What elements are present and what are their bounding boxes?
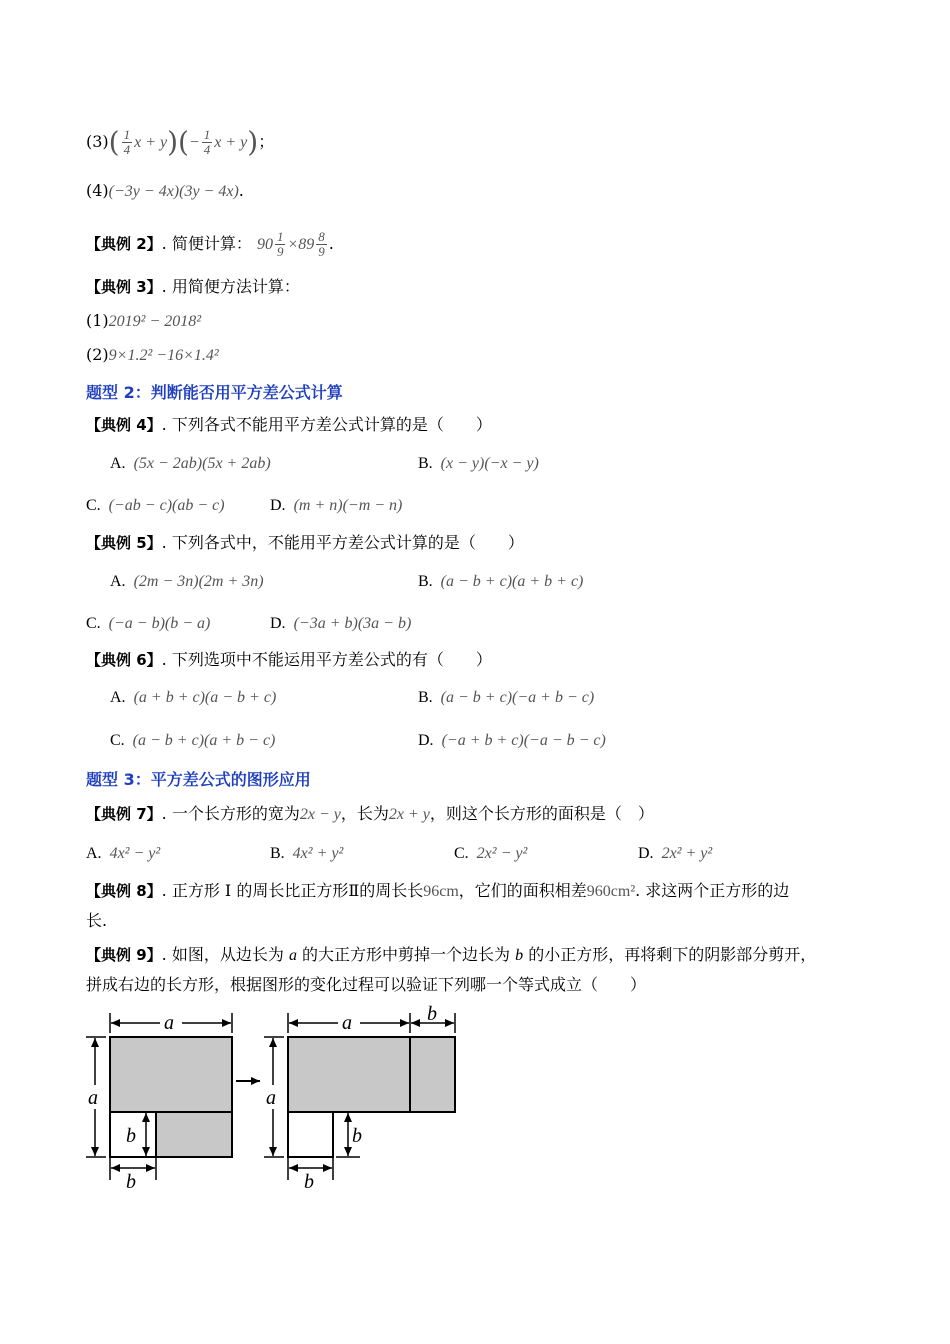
- option-expression: (a − b + c)(−a + b − c): [440, 689, 595, 706]
- fraction: [316, 230, 327, 259]
- option-d: [638, 842, 712, 865]
- example-label: 【典例 3】: [86, 278, 162, 296]
- item-label: (2): [86, 345, 109, 364]
- example-8: [86, 880, 789, 903]
- option-letter: C.: [454, 845, 469, 862]
- example-label: 【典例 8】: [86, 882, 162, 900]
- perimeter-difference: 96cm: [423, 883, 459, 900]
- label-b: b: [352, 1125, 362, 1147]
- option-a: [110, 686, 276, 709]
- option-expression: (x − y)(−x − y): [440, 455, 539, 472]
- example-label: 【典例 7】: [86, 805, 162, 823]
- option-letter: B.: [418, 455, 433, 472]
- label-a: a: [164, 1012, 174, 1034]
- example-text: 的小正方形，再将剩下的阴影部分剪开，: [523, 945, 817, 964]
- option-expression: (a − b + c)(a + b − c): [132, 732, 276, 749]
- variable-a: a: [288, 947, 297, 964]
- example-label: 【典例 6】: [86, 651, 162, 669]
- option-letter: A.: [110, 573, 126, 590]
- expression: x + y: [134, 134, 168, 151]
- fraction-denominator: 9: [276, 244, 284, 259]
- example-text: . 求这两个正方形的边: [635, 881, 790, 900]
- paren: (: [108, 125, 120, 159]
- problem-4: [86, 180, 244, 203]
- option-expression: 4x² − y²: [109, 845, 161, 862]
- expression: 2019² − 2018²: [108, 313, 202, 330]
- area-difference: 960cm²: [586, 883, 636, 900]
- option-expression: (2m − 3n)(2m + 3n): [133, 573, 264, 590]
- option-letter: C.: [110, 732, 125, 749]
- fraction-denominator: 9: [318, 244, 325, 259]
- example-text: . 下列各式中，不能用平方差公式计算的是（ ）: [161, 533, 524, 552]
- fraction-numerator: 8: [318, 229, 325, 244]
- rectangle-part-b: [410, 1037, 455, 1112]
- option-letter: D.: [270, 615, 286, 632]
- example-3-item-1: [86, 310, 201, 333]
- example-text: 长.: [86, 911, 108, 930]
- example-9-continued: [86, 974, 646, 996]
- example-text: 的大正方形中剪掉一个边长为: [296, 945, 516, 964]
- option-b: [418, 452, 539, 475]
- option-b: [418, 570, 583, 593]
- example-6: [86, 649, 492, 671]
- option-letter: D.: [270, 497, 286, 514]
- mixed-number-whole: 90: [256, 236, 273, 253]
- rectangle-part-a: [288, 1037, 410, 1112]
- example-8-continued: [86, 910, 107, 932]
- option-letter: D.: [638, 845, 654, 862]
- example-text: . 用简便方法计算：: [161, 277, 300, 296]
- option-c: [86, 494, 225, 517]
- fraction: [122, 128, 133, 157]
- example-5: [86, 532, 524, 554]
- example-2: [86, 230, 334, 259]
- section-heading-2: 题型 2：判断能否用平方差公式计算: [86, 383, 343, 402]
- paren: (: [178, 125, 189, 159]
- fraction-numerator: 1: [123, 127, 131, 142]
- example-label: 【典例 5】: [86, 534, 162, 552]
- example-label: 【典例 9】: [86, 946, 162, 964]
- example-label: 【典例 2】: [86, 235, 162, 253]
- example-3-item-2: [86, 344, 219, 367]
- punctuation: ；: [258, 132, 275, 151]
- option-expression: (−a + b + c)(−a − b − c): [441, 732, 606, 749]
- example-text: . 下列选项中不能运用平方差公式的有（ ）: [161, 650, 492, 669]
- option-letter: B.: [418, 573, 433, 590]
- variable-b: b: [515, 947, 524, 964]
- example-label: 【典例 4】: [86, 416, 162, 434]
- option-letter: C.: [86, 497, 101, 514]
- paren: ): [167, 125, 179, 159]
- width-expression: 2x − y: [299, 806, 341, 823]
- expression: x + y: [214, 134, 248, 151]
- option-expression: 4x² + y²: [292, 845, 344, 862]
- option-expression: 2x² − y²: [476, 845, 528, 862]
- problem-3: [86, 125, 275, 159]
- expression: 9×1.2² −16×1.4²: [108, 347, 219, 364]
- option-expression: (5x − 2ab)(5x + 2ab): [133, 455, 271, 472]
- fraction-denominator: 4: [203, 142, 211, 157]
- option-expression: (a − b + c)(a + b + c): [440, 573, 584, 590]
- option-letter: B.: [418, 689, 433, 706]
- option-d: [270, 494, 402, 517]
- expression: ×89: [287, 236, 315, 253]
- item-label: (1): [86, 311, 109, 330]
- example-text: ，它们的面积相差: [458, 881, 587, 900]
- example-text: . 简便计算：: [161, 234, 252, 253]
- option-letter: B.: [270, 845, 285, 862]
- problem-4-label: (4): [86, 181, 109, 200]
- option-letter: D.: [418, 732, 434, 749]
- example-4: [86, 414, 492, 436]
- option-d: [270, 612, 411, 635]
- option-expression: (m + n)(−m − n): [293, 497, 403, 514]
- minus-sign: −: [188, 134, 200, 151]
- option-b: [270, 842, 343, 865]
- example-3: [86, 276, 300, 298]
- punctuation: .: [238, 181, 244, 200]
- label-a: a: [88, 1087, 98, 1109]
- example-text: . 一个长方形的宽为: [161, 804, 300, 823]
- label-b: b: [427, 1005, 437, 1025]
- example-7: [86, 803, 654, 826]
- option-a: [110, 570, 264, 593]
- paren: ): [247, 125, 259, 159]
- punctuation: .: [328, 234, 334, 253]
- label-a: a: [342, 1012, 352, 1034]
- example-text: . 如图，从边长为: [161, 945, 289, 964]
- option-b: [418, 686, 594, 709]
- fraction: [275, 230, 286, 259]
- option-c: [86, 612, 210, 635]
- fraction-denominator: 4: [123, 142, 131, 157]
- option-expression: (−3a + b)(3a − b): [293, 615, 412, 632]
- option-letter: A.: [86, 845, 102, 862]
- fraction-numerator: 1: [276, 229, 284, 244]
- option-expression: (a + b + c)(a − b + c): [133, 689, 277, 706]
- label-a: a: [266, 1087, 276, 1109]
- label-b: b: [126, 1125, 136, 1147]
- option-expression: (−a − b)(b − a): [108, 615, 211, 632]
- label-b: b: [126, 1171, 136, 1193]
- expression: (−3y − 4x)(3y − 4x): [108, 183, 239, 200]
- section-heading-3: 题型 3：平方差公式的图形应用: [86, 770, 311, 789]
- option-expression: 2x² + y²: [661, 845, 713, 862]
- option-c: [110, 729, 275, 752]
- example-9: [86, 944, 816, 967]
- label-b: b: [304, 1171, 314, 1193]
- fraction-numerator: 1: [203, 127, 211, 142]
- option-expression: (−ab − c)(ab − c): [108, 497, 225, 514]
- option-letter: A.: [110, 455, 126, 472]
- fraction: [202, 128, 213, 157]
- option-letter: C.: [86, 615, 101, 632]
- reference-outline: [288, 1112, 333, 1157]
- option-a: [110, 452, 271, 475]
- option-d: [418, 729, 606, 752]
- example-text: . 正方形 I 的周长比正方形Ⅱ的周长长: [161, 881, 424, 900]
- example-text: ，长为: [340, 804, 389, 823]
- length-expression: 2x + y: [388, 806, 430, 823]
- option-c: [454, 842, 527, 865]
- example-text: 拼成右边的长方形，根据图形的变化过程可以验证下列哪一个等式成立（ ）: [86, 975, 647, 994]
- square-to-rectangle-figure: [80, 1005, 470, 1195]
- option-a: [86, 842, 160, 865]
- example-text: ，则这个长方形的面积是（ ）: [429, 804, 654, 823]
- example-text: . 下列各式不能用平方差公式计算的是（ ）: [161, 415, 492, 434]
- problem-3-label: (3): [86, 132, 109, 151]
- option-letter: A.: [110, 689, 126, 706]
